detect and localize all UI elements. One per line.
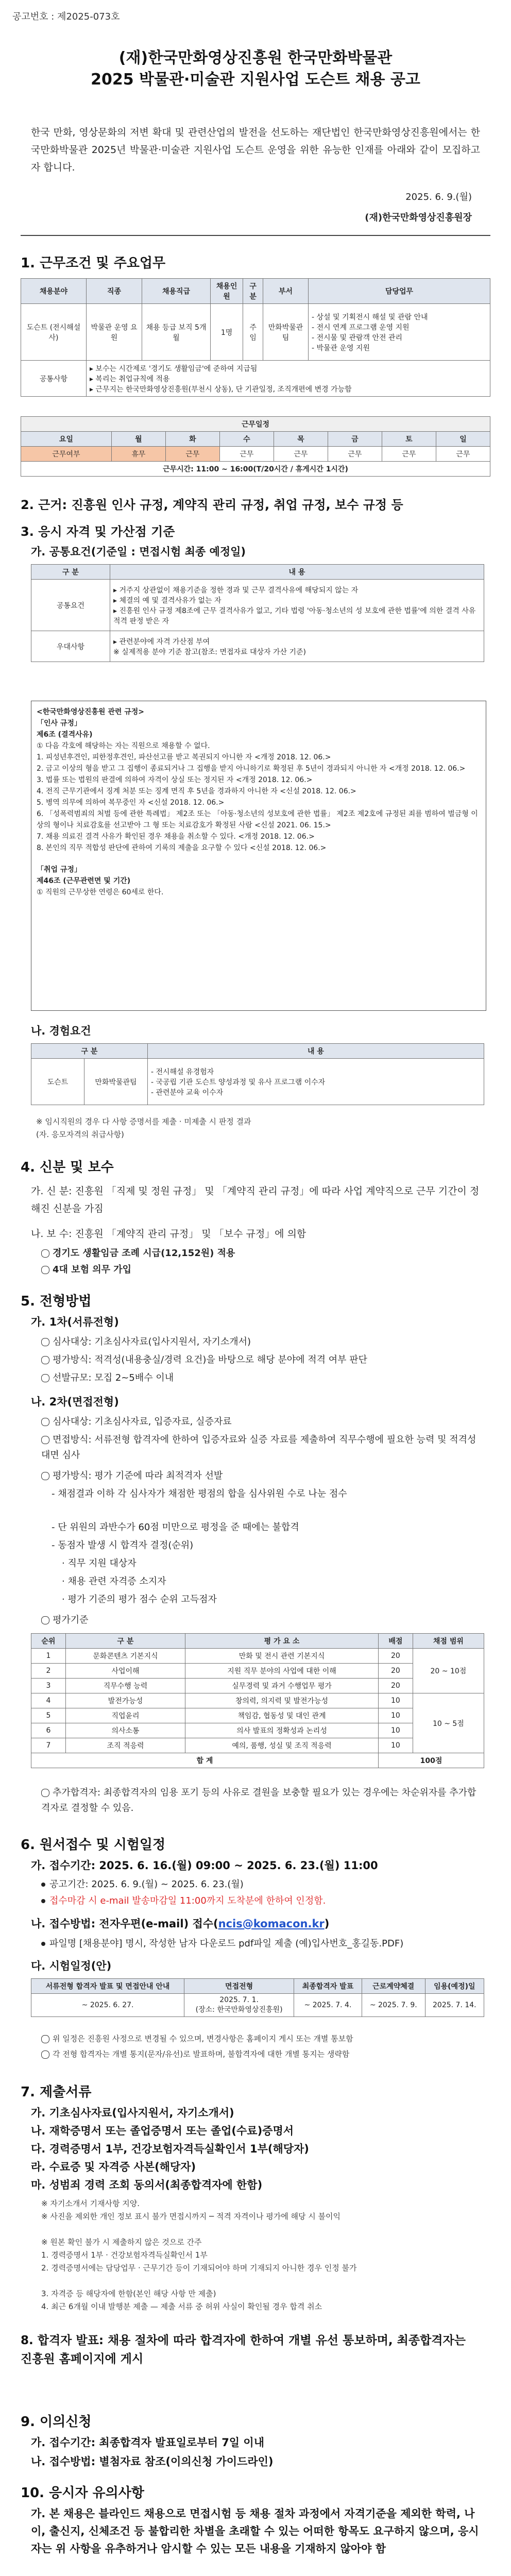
box-sub: 「인사 규정」 <box>37 719 81 727</box>
box-title: <한국만화영상진흥원 관련 규정> <box>37 708 145 716</box>
page-title <box>0 47 511 91</box>
eval-cell: 7 <box>31 1738 66 1753</box>
cell-cond-text: ▸ 보수는 시간제로 '경기도 생활임금'에 준하여 지급됨 ▸ 복리는 취업규칙에 적용 ▸ 근무지는 한국만화영상진흥원(부천시 상동), 단 기관일정, 조직개편에 변경 가능함 <box>86 361 490 397</box>
s4-b2 <box>41 1262 131 1278</box>
th-count: 채용인원 <box>210 279 243 304</box>
eval-th: 배점 <box>378 1634 413 1649</box>
eval-cell: 의사소통 <box>65 1723 185 1738</box>
eval-cell: 5 <box>31 1708 66 1723</box>
circle-bullet-icon <box>41 1789 49 1797</box>
circle-bullet-icon <box>41 1338 49 1346</box>
s6-c: 다. 시험일정(안) <box>31 1960 112 1972</box>
schedule-note: 근무시간: 11:00 ~ 16:00(T/20시간 / 휴게시간 1시간) <box>21 462 490 477</box>
section-7-heading: 7. 제출서류 <box>21 2084 92 2100</box>
eval-cell: 10 <box>378 1693 413 1708</box>
exp-note-1: ※ 임시직원의 경우 다 사항 증명서를 제출 · 미제출 시 판정 결과 <box>36 1117 251 1126</box>
s4-b1 <box>41 1246 235 1261</box>
exam-th: 면접전형 <box>184 1979 294 1994</box>
eval-cell: 책임감, 협동성 및 대인 관계 <box>185 1708 379 1723</box>
s6-b1-text: 파일명 [채용분야] 명시, 작성한 남자 다운로드 pdf파일 제출 (예)입사번호_홍길동.PDF) <box>49 1938 404 1949</box>
s5-a: 가. 1차(서류전형) <box>31 1316 119 1328</box>
s7-item: 나. 재학증명서 또는 졸업증명서 또는 졸업(수료)증명서 <box>31 2125 294 2137</box>
eval-th: 채점 범위 <box>413 1634 484 1649</box>
schedule-title: 근무일정 <box>21 417 490 432</box>
work-mon: 휴무 <box>111 447 165 462</box>
box-line: 1. 피성년후견인, 피한정후견인, 파산선고를 받고 복권되지 아니한 자 <개정 2018. 12. 06.> <box>37 753 331 761</box>
exp-note-2: (자. 응모자격의 취급사항) <box>36 1130 124 1139</box>
schedule-days-row <box>21 432 490 447</box>
s6-c1 <box>41 2032 480 2045</box>
table-row <box>21 304 490 361</box>
contact-email-link[interactable]: ncis@komacon.kr <box>218 1918 325 1930</box>
exam-cell: ~ 2025. 7. 4. <box>294 1994 362 2017</box>
dot-bullet-icon <box>41 1883 45 1887</box>
s5-b-sub: · 평가 기준의 평가 점수 순위 고득점자 <box>62 1594 217 1605</box>
s5-c-text: 추가합격자: 최종합격자의 임용 포기 등의 사유로 결원을 보충할 필요가 있는 경우에는 차순위자를 추가합격자로 결정할 수 있음. <box>41 1787 476 1814</box>
divider <box>21 235 490 236</box>
s5-b-sub: - 채점결과 이하 각 심사자가 채점한 평점의 합을 심사위원 수로 나눈 점수 <box>52 1488 347 1499</box>
s5-c <box>41 1785 480 1816</box>
s7-item: 라. 수료증 및 자격증 사본(해당자) <box>31 2161 196 2173</box>
eval-cell: 예의, 품행, 성실 및 조직 적응력 <box>185 1738 379 1753</box>
eval-cell: 10 <box>378 1723 413 1738</box>
day-wed: 수 <box>219 432 274 447</box>
eval-cell: 4 <box>31 1693 66 1708</box>
eval-cell: 실무경력 및 과거 수행업무 평가 <box>185 1679 379 1693</box>
work-tue: 근무 <box>165 447 219 462</box>
s6-c2 <box>41 2048 480 2060</box>
table-row <box>31 1693 484 1708</box>
title-line-2: 2025 박물관·미술관 지원사업 도슨트 채용 공고 <box>91 71 420 89</box>
req-th-2: 내 용 <box>110 565 484 580</box>
s6-b <box>31 1916 329 1931</box>
eval-cell: 2 <box>31 1664 66 1679</box>
s3-sub-a: 가. 공통요건(기준일 : 면접시험 최종 예정일) <box>31 546 246 558</box>
exam-th: 최종합격자 발표 <box>294 1979 362 1994</box>
cell-grade: 채용 등급 보직 5개월 <box>142 304 211 361</box>
s6-c2-text: 각 전형 합격자는 개별 통지(문자/유선)로 발표하며, 불합격자에 대한 개별 통지는 생략함 <box>53 2049 350 2059</box>
eval-cell: 지원 직무 분야의 사업에 대한 이해 <box>185 1664 379 1679</box>
s9-a: 가. 접수기간: 최종합격자 발표일로부터 7일 이내 <box>31 2436 264 2449</box>
s5-b-item-text: 평가기준 <box>53 1615 89 1625</box>
circle-bullet-icon <box>41 1472 49 1480</box>
s4-b2-text: 4대 보험 의무 가입 <box>53 1264 132 1275</box>
req-text-pref: ▸ 관련분야에 자격 가산점 부여 ※ 실제적용 분야 기준 참고(참조: 면접자료 대상자 가산 기준) <box>110 631 484 662</box>
s6-a: 가. 접수기간: 2025. 6. 16.(월) 09:00 ~ 2025. 6. 23.(월) 11:00 <box>31 1859 378 1872</box>
eval-th: 평 가 요 소 <box>185 1634 379 1649</box>
eval-total-row <box>31 1753 484 1768</box>
s7-note: 3. 자격증 등 해당자에 한함(본인 해당 사항 만 제출) <box>41 2289 216 2298</box>
table-row <box>21 361 490 397</box>
req-label-pref: 우대사항 <box>31 631 110 662</box>
req-th-1: 구 분 <box>31 565 110 580</box>
eval-cell: 조직 적응력 <box>65 1738 185 1753</box>
dot-bullet-icon <box>41 1899 45 1903</box>
exam-cell: 2025. 7. 14. <box>425 1994 484 2017</box>
day-thu: 목 <box>274 432 328 447</box>
s5-b-item-text: 평가방식: 평가 기준에 따라 최적격자 선발 <box>53 1470 223 1481</box>
s7-item: 가. 기초심사자료(입사지원서, 자기소개서) <box>31 2107 234 2119</box>
exam-th: 근로계약체결 <box>362 1979 425 1994</box>
eval-cell: 의사 발표의 정확성과 논리성 <box>185 1723 379 1738</box>
s7-note: ※ 원본 확인 불가 시 제출하지 않은 것으로 간주 <box>41 2238 202 2247</box>
day-label: 요일 <box>21 432 112 447</box>
evaluation-table <box>31 1633 484 1768</box>
s6-c1-text: 위 일정은 진흥원 사정으로 변경될 수 있으며, 변경사항은 홈페이지 게시 또는 개별 통보함 <box>53 2034 353 2043</box>
exam-cell: ~ 2025. 7. 9. <box>362 1994 425 2017</box>
s6-b1 <box>41 1936 480 1952</box>
th-type: 직종 <box>86 279 142 304</box>
eval-th: 순위 <box>31 1634 66 1649</box>
s4-a: 가. 신 분: 진흥원 「직제 및 정원 규정」 및 「계약직 관리 규정」에 따라 사업 계약직으로 근무 기간이 정해진 신분을 가짐 <box>31 1185 480 1214</box>
s5-b-item <box>41 1414 232 1430</box>
cell-cond-label: 공통사항 <box>21 361 87 397</box>
eval-cell: 3 <box>31 1679 66 1693</box>
exam-cell: ~ 2025. 6. 27. <box>31 1994 184 2017</box>
s9-b: 나. 접수방법: 별첨자료 참조(이의신청 가이드라인) <box>31 2455 274 2468</box>
section-1-heading: 1. 근무조건 및 주요업무 <box>21 256 166 271</box>
dot-bullet-icon <box>41 1942 45 1946</box>
section-8-heading: 8. 합격자 발표: 채용 절차에 따라 합격자에 한하여 개별 유선 통보하며, 최종합격자는 진흥원 홈페이지에 게시 <box>21 2334 466 2366</box>
table-row <box>31 1649 484 1664</box>
s6-a2 <box>41 1893 326 1909</box>
regulation-box <box>31 701 486 1011</box>
s5-b: 나. 2차(면접전형) <box>31 1396 119 1408</box>
s7-note: ※ 자기소개서 기재사항 지양. <box>41 2199 140 2208</box>
day-sat: 토 <box>382 432 436 447</box>
eval-cell: 20 <box>378 1679 413 1693</box>
s7-item: 다. 경력증명서 1부, 건강보험자격득실확인서 1부(해당자) <box>31 2143 309 2155</box>
exam-header-row <box>31 1979 484 1994</box>
box-line: 2. 금고 이상의 형을 받고 그 집행이 종료되거나 그 집행을 받지 아니하기로 확정된 후 5년이 경과되지 아니한 자 <개정 2018. 12. 06.> <box>37 765 466 773</box>
eval-cell: 20 <box>378 1649 413 1664</box>
exp-text: - 전시해설 유경험자 - 국공립 기관 도슨트 양성과정 및 유사 프로그램 이수자 - 관련분야 교육 이수자 <box>148 1059 484 1105</box>
section-10-heading: 10. 응시자 유의사항 <box>21 2485 144 2501</box>
eval-cell: 10 <box>378 1738 413 1753</box>
s7-note: 2. 경력증명서에는 담당업무 · 근무기간 등이 기재되어야 하며 기재되지 아니한 경우 인정 불가 <box>41 2263 357 2273</box>
box-article: 제6조 (결격사유) <box>37 731 93 739</box>
experience-table <box>31 1043 484 1105</box>
eval-cell: 직무수행 능력 <box>65 1679 185 1693</box>
exp-th-1: 구 분 <box>31 1044 148 1059</box>
exam-th: 서류전형 합격자 발표 및 면접안내 안내 <box>31 1979 184 1994</box>
s4-b1-text: 경기도 생활임금 조례 시급(12,152원) 적용 <box>53 1248 235 1259</box>
exam-th: 임용(예정)일 <box>425 1979 484 1994</box>
requirements-table <box>31 564 484 662</box>
box-line: 3. 법률 또는 법원의 판결에 의하여 자격이 상실 또는 정지된 자 <개정 2018. 12. 06.> <box>37 776 313 784</box>
announce-date: 2025. 6. 9.(월) <box>405 192 472 202</box>
s5-b-sub: - 단 위원의 과반수가 60점 미만으로 평정을 준 때에는 불합격 <box>52 1522 299 1533</box>
intro-paragraph: 한국 만화, 영상문화의 저변 확대 및 관련산업의 발전을 선도하는 재단법인 한국만화영상진흥원에서는 한국만화박물관 2025년 박물관·미술관 지원사업 도슨트 운영을 위한 유능한 인재를 아래와 같이 모집하고자 합니다. <box>31 127 480 173</box>
s6-a2-text: 접수마감 시 e-mail 발송마감일 11:00까지 도착분에 한하여 인정함. <box>49 1895 326 1906</box>
box-line: 6. 「성폭력범죄의 처벌 등에 관한 특례법」 제2조 또는 「아동·청소년의 성보호에 관한 법률」 제2조 제2호에 규정된 죄를 범하여 벌금형 이상의 형이나 치료감호를 선고받아 그 형 또는 치료감호가 확정된 사람 <신설 2021. 06. 15.> <box>37 810 478 829</box>
table-row <box>31 631 484 662</box>
box-line: 5. 병역 의무에 의하여 복무중인 자 <신설 2018. 12. 06.> <box>37 799 225 807</box>
eval-cell: 문화콘텐츠 기본지식 <box>65 1649 185 1664</box>
s5-b-sub: · 채용 관련 자격증 소지자 <box>62 1576 166 1587</box>
s5-a-item <box>41 1370 174 1386</box>
eval-header-row <box>31 1634 484 1649</box>
eval-cell: 사업이해 <box>65 1664 185 1679</box>
eval-total-value: 100점 <box>378 1753 484 1768</box>
cell-count: 1명 <box>210 304 243 361</box>
day-mon: 월 <box>111 432 165 447</box>
circle-bullet-icon <box>41 1266 49 1274</box>
work-fri: 근무 <box>328 447 382 462</box>
s5-b-sub: - 동점자 발생 시 합격자 결정(순위) <box>52 1540 194 1551</box>
circle-bullet-icon <box>41 1436 49 1444</box>
cell-dept: 만화박물관팀 <box>263 304 309 361</box>
box-line: 4. 전직 근무기관에서 징계 처분 또는 징계 면직 후 5년을 경과하지 아니한 자 <신설 2018. 12. 06.> <box>37 787 356 795</box>
eval-cell: 10 <box>378 1708 413 1723</box>
work-label: 근무여부 <box>21 447 112 462</box>
title-line-1: (재)한국만화영상진흥원 한국만화박물관 <box>118 49 393 67</box>
circle-bullet-icon <box>41 1356 49 1364</box>
exam-cell: 2025. 7. 1. (장소: 한국만화영상진흥원) <box>184 1994 294 2017</box>
day-tue: 화 <box>165 432 219 447</box>
s6-a1 <box>41 1877 244 1892</box>
s3-sub-b: 나. 경험요건 <box>31 1025 91 1037</box>
eval-cell: 발전가능성 <box>65 1693 185 1708</box>
section-3-heading: 3. 응시 자격 및 가산점 기준 <box>21 524 175 539</box>
table-row <box>31 1994 484 2017</box>
position-table <box>21 278 490 397</box>
eval-cell: 20 <box>378 1664 413 1679</box>
th-class: 구분 <box>243 279 263 304</box>
th-grade: 채용직급 <box>142 279 211 304</box>
th-field: 채용분야 <box>21 279 87 304</box>
s7-note: ※ 사진을 제외한 개인 정보 표시 불가 면접시까지 ─ 적격 자격이나 평가에 해당 시 불이익 <box>41 2212 341 2221</box>
s5-b-item <box>41 1432 480 1463</box>
cell-type: 박물관 운영 요원 <box>86 304 142 361</box>
s5-a-item-text: 평가방식: 적격성(내용충실/경력 요건)을 바탕으로 해당 분야에 적격 여부 판단 <box>53 1354 367 1365</box>
eval-cell: 직업윤리 <box>65 1708 185 1723</box>
s6-b-close: ) <box>324 1918 330 1930</box>
section-6-heading: 6. 원서접수 및 시험일정 <box>21 1837 166 1853</box>
th-duty: 담당업무 <box>309 279 490 304</box>
organization-name: (재)한국만화영상진흥원장 <box>365 212 472 223</box>
s5-a-item-text: 선발규모: 모집 2~5배수 이내 <box>53 1372 174 1383</box>
req-text-common: ▸ 거주지 상관없이 채용기준을 정한 경과 및 근무 결격사유에 해당되지 않는 자 ▸ 체결의 예 및 결격사유가 없는 자 ▸ 진흥원 인사 규정 제8조에 근무 결격사유가 없고, 기타 법령 '아동·청소년의 성 보호에 관한 법률'에 의한 결격 사유 적격 판정 받은 자 <box>110 580 484 631</box>
circle-bullet-icon <box>41 1249 49 1258</box>
table-header-row <box>21 279 490 304</box>
work-thu: 근무 <box>274 447 328 462</box>
s5-b-sub: · 직무 지원 대상자 <box>62 1558 137 1569</box>
eval-total-label: 합 계 <box>31 1753 379 1768</box>
exam-schedule-table <box>31 1978 484 2017</box>
box-line: 7. 채용 의료진 결격 사유가 확인된 경우 채용을 취소할 수 있다. <개정 2018. 12. 06.> <box>37 833 315 841</box>
table-row <box>31 580 484 631</box>
eval-cell: 20 ~ 10점 <box>413 1649 484 1693</box>
circle-bullet-icon <box>41 1374 49 1382</box>
notice-number: 공고번호 : 제2025-073호 <box>12 11 120 22</box>
work-wed: 근무 <box>219 447 274 462</box>
work-sat: 근무 <box>382 447 436 462</box>
work-sun: 근무 <box>436 447 490 462</box>
s6-b-text: 나. 접수방법: 전자우편(e-mail) 접수( <box>31 1918 218 1930</box>
th-dept: 부서 <box>263 279 309 304</box>
box-sub2: 「취업 규정」 <box>37 866 81 874</box>
day-sun: 일 <box>436 432 490 447</box>
section-4-heading: 4. 신분 및 보수 <box>21 1160 114 1175</box>
s5-b-item <box>41 1613 89 1628</box>
section-5-heading: 5. 전형방법 <box>21 1294 92 1309</box>
s10-a: 가. 본 채용은 블라인드 채용으로 면접시험 등 채용 절차 과정에서 자격기준을 제외한 학력, 나이, 출신지, 신체조건 등 불합리한 차별을 초래할 수 있는 어떠한 항목도 요구하지 않으며, 응시자는 위 사항을 유추하거나 암시할 수 있는 모든 내용을 기재하지 않아야 함 <box>31 2507 479 2555</box>
eval-cell: 10 ~ 5점 <box>413 1693 484 1753</box>
s5-b-item <box>41 1468 223 1484</box>
exp-dept: 만화박물관팀 <box>84 1059 148 1105</box>
req-label-common: 공통요건 <box>31 580 110 631</box>
s4-b: 나. 보 수: 진흥원 「계약직 관리 규정」 및 「보수 규정」에 의함 <box>31 1228 306 1240</box>
exp-field: 도슨트 <box>31 1059 84 1105</box>
box-article2: 제46조 (근무관련면 및 기간) <box>37 877 131 885</box>
box-line: ① 다음 각호에 해당하는 자는 직원으로 채용할 수 없다. <box>37 742 210 750</box>
eval-cell: 6 <box>31 1723 66 1738</box>
eval-th: 구 분 <box>65 1634 185 1649</box>
s5-a-item-text: 심사대상: 기초심사자료(입사지원서, 자기소개서) <box>53 1336 251 1347</box>
s5-b-item-text: 면접방식: 서류전형 합격자에 한하여 입증자료와 실증 자료를 제출하여 직무수행에 필요한 능력 및 적격성 대면 심사 <box>41 1434 476 1461</box>
schedule-work-row <box>21 447 490 462</box>
section-2-heading: 2. 근거: 진흥원 인사 규정, 계약직 관리 규정, 취업 규정, 보수 규정 등 <box>21 498 403 512</box>
cell-field: 도슨트 (전시해설사) <box>21 304 87 361</box>
box-line: 8. 본인의 직무 적합성 판단에 관하여 기록의 제출을 요구할 수 있다 <신설 2018. 12. 06.> <box>37 844 327 852</box>
table-row <box>31 1059 484 1105</box>
cell-duty: - 상설 및 기획전시 해설 및 관람 안내 - 전시 연계 프로그램 운영 지원 - 전시물 및 관람객 안전 관리 - 박물관 운영 지원 <box>309 304 490 361</box>
s7-item: 마. 성범죄 경력 조회 동의서(최종합격자에 한함) <box>31 2179 263 2191</box>
s5-a-item <box>41 1352 367 1368</box>
eval-cell: 1 <box>31 1649 66 1664</box>
s7-note: 1. 경력증명서 1부 · 건강보험자격득실확인서 1부 <box>41 2250 208 2260</box>
circle-bullet-icon <box>41 1418 49 1426</box>
eval-cell: 만화 및 전시 관련 기본지식 <box>185 1649 379 1664</box>
box-line2: ① 직원의 근무상한 연령은 60세로 한다. <box>37 888 164 896</box>
cell-class: 주임 <box>243 304 263 361</box>
section-9-heading: 9. 이의신청 <box>21 2414 92 2430</box>
circle-bullet-icon <box>41 2050 49 2059</box>
s5-b-item-text: 심사대상: 기초심사자료, 입증자료, 실증자료 <box>53 1416 232 1427</box>
exp-th-2: 내 용 <box>148 1044 484 1059</box>
s7-note: 4. 최근 6개월 이내 발행분 제출 — 제출 서류 중 허위 사실이 확인될 경우 합격 취소 <box>41 2302 322 2311</box>
schedule-table <box>21 416 490 477</box>
eval-cell: 창의력, 의지력 및 발전가능성 <box>185 1693 379 1708</box>
circle-bullet-icon <box>41 2035 49 2043</box>
day-fri: 금 <box>328 432 382 447</box>
s5-a-item <box>41 1334 251 1350</box>
s6-a1-text: 공고기간: 2025. 6. 9.(월) ~ 2025. 6. 23.(월) <box>49 1879 244 1890</box>
circle-bullet-icon <box>41 1616 49 1624</box>
